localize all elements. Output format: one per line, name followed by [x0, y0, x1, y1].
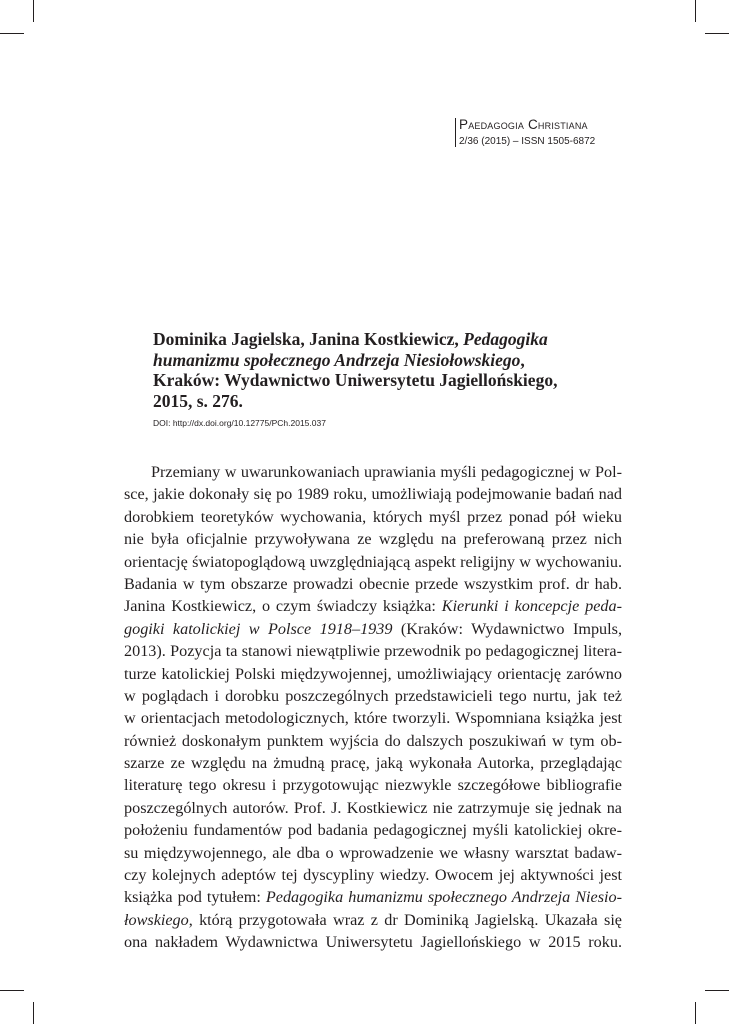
italic-text: Kierunki i koncepcje peda-	[441, 597, 622, 616]
text-run: również doskonałym punktem wyjścia do dalszych poszukiwań w tym ob-	[124, 731, 622, 750]
body-line	[124, 551, 622, 573]
body-line	[124, 506, 622, 528]
text-run: sce, jakie dokonały się po 1989 roku, umożliwiają podejmowanie badań nad	[124, 485, 622, 504]
text-run: ona nakładem Wydawnictwa Uniwersytetu Jagiellońskiego w 2015 roku.	[124, 933, 622, 952]
body-text	[124, 461, 622, 954]
review-header	[153, 329, 593, 411]
body-line	[124, 864, 622, 886]
body-line	[124, 595, 622, 617]
crop-mark	[695, 1002, 696, 1024]
text-run: Badania w tym obszarze prowadzi obecnie przede wszystkim prof. dr hab.	[124, 574, 622, 593]
doi-link[interactable]: DOI: http://dx.doi.org/10.12775/PCh.2015.037	[153, 418, 326, 428]
body-line	[124, 640, 622, 662]
text-run: szarze ze względu na żmudną pracę, jaką wykonała Autorka, przeglądając	[124, 754, 622, 773]
text-run: literaturę tego okresu i przygotowując niezwykle szczegółowe bibliografie	[124, 776, 622, 795]
review-title-part1: Pedagogika	[463, 329, 548, 349]
text-run: turze katolickiej Polski międzywojennej, umożliwiający orientację zarówno	[124, 664, 622, 683]
body-line	[124, 573, 622, 595]
text-run: orientację światopoglądową uwzględniającą aspekt religijny w wychowaniu.	[124, 552, 622, 571]
italic-text: łowskiego	[124, 910, 189, 929]
body-line	[124, 685, 622, 707]
body-line	[124, 819, 622, 841]
text-run: su międzywojennego, ale dba o wprowadzenie we własny warsztat badaw-	[124, 843, 622, 862]
body-line	[124, 707, 622, 729]
body-line	[124, 931, 622, 953]
body-line	[124, 461, 622, 483]
text-run: 2013). Pozycja ta stanowi niewątpliwie przewodnik po pedagogicznej litera-	[124, 642, 622, 661]
body-line	[124, 618, 622, 640]
body-line	[124, 528, 622, 550]
journal-name: Paedagogia Christiana	[459, 117, 588, 132]
text-run: , którą przygotowała wraz z dr Dominiką Jagielską. Ukazała się	[188, 910, 622, 929]
text-run: nie była oficjalnie przywoływana ze względu na preferowaną przez nich	[124, 530, 622, 549]
crop-mark	[33, 1002, 34, 1024]
body-line	[124, 886, 622, 908]
text-run: dorobkiem teoretyków wychowania, których myśl przez ponad pół wieku	[124, 507, 622, 526]
italic-text: gogiki katolickiej w Polsce 1918–1939	[124, 619, 393, 638]
crop-mark	[705, 33, 729, 34]
text-run: w poglądach i dorobku poszczególnych przedstawicieli tego nurtu, jak też	[124, 686, 622, 705]
text-run: czy kolejnych adeptów tej dyscypliny wiedzy. Owocem jej aktywności jest	[124, 866, 622, 885]
crop-mark	[0, 33, 24, 34]
body-line	[124, 774, 622, 796]
body-line	[124, 663, 622, 685]
text-run: poszczególnych autorów. Prof. J. Kostkiewicz nie zatrzymuje się jednak na	[124, 798, 622, 817]
review-title-part2: humanizmu społecznego Andrzeja Niesiołowskiego	[153, 349, 521, 370]
text-run: (Kraków: Wydawnictwo Impuls,	[392, 619, 622, 638]
crop-mark	[33, 0, 34, 22]
text-run: położeniu fundamentów pod badania pedagogicznej myśli katolickiej okre-	[124, 821, 622, 840]
crop-mark	[0, 990, 24, 991]
review-year-pages: 2015, s. 276.	[153, 390, 243, 411]
crop-mark	[705, 990, 729, 991]
review-publisher: Kraków: Wydawnictwo Uniwersytetu Jagiellońskiego,	[153, 370, 558, 390]
text-run: Janina Kostkiewicz, o czym świadczy książka:	[124, 597, 442, 616]
text-run: Przemiany w uwarunkowaniach uprawiania myśli pedagogicznej w Pol-	[151, 463, 622, 481]
body-line	[124, 842, 622, 864]
crop-mark	[695, 0, 696, 22]
review-comma: ,	[520, 349, 525, 370]
text-run: książka pod tytułem:	[124, 888, 266, 907]
review-authors: Dominika Jagielska, Janina Kostkiewicz,	[153, 329, 464, 349]
body-line	[124, 797, 622, 819]
journal-header	[455, 118, 595, 147]
journal-issue: 2/36 (2015) – ISSN 1505-6872	[459, 135, 596, 147]
body-line	[124, 752, 622, 774]
text-run: w orientacjach metodologicznych, które tworzyli. Wspomniana książka jest	[124, 709, 622, 728]
body-line	[124, 483, 622, 505]
body-line	[124, 909, 622, 931]
body-line	[124, 730, 622, 752]
italic-text: Pedagogika humanizmu społecznego Andrzeja Niesio-	[265, 888, 622, 907]
